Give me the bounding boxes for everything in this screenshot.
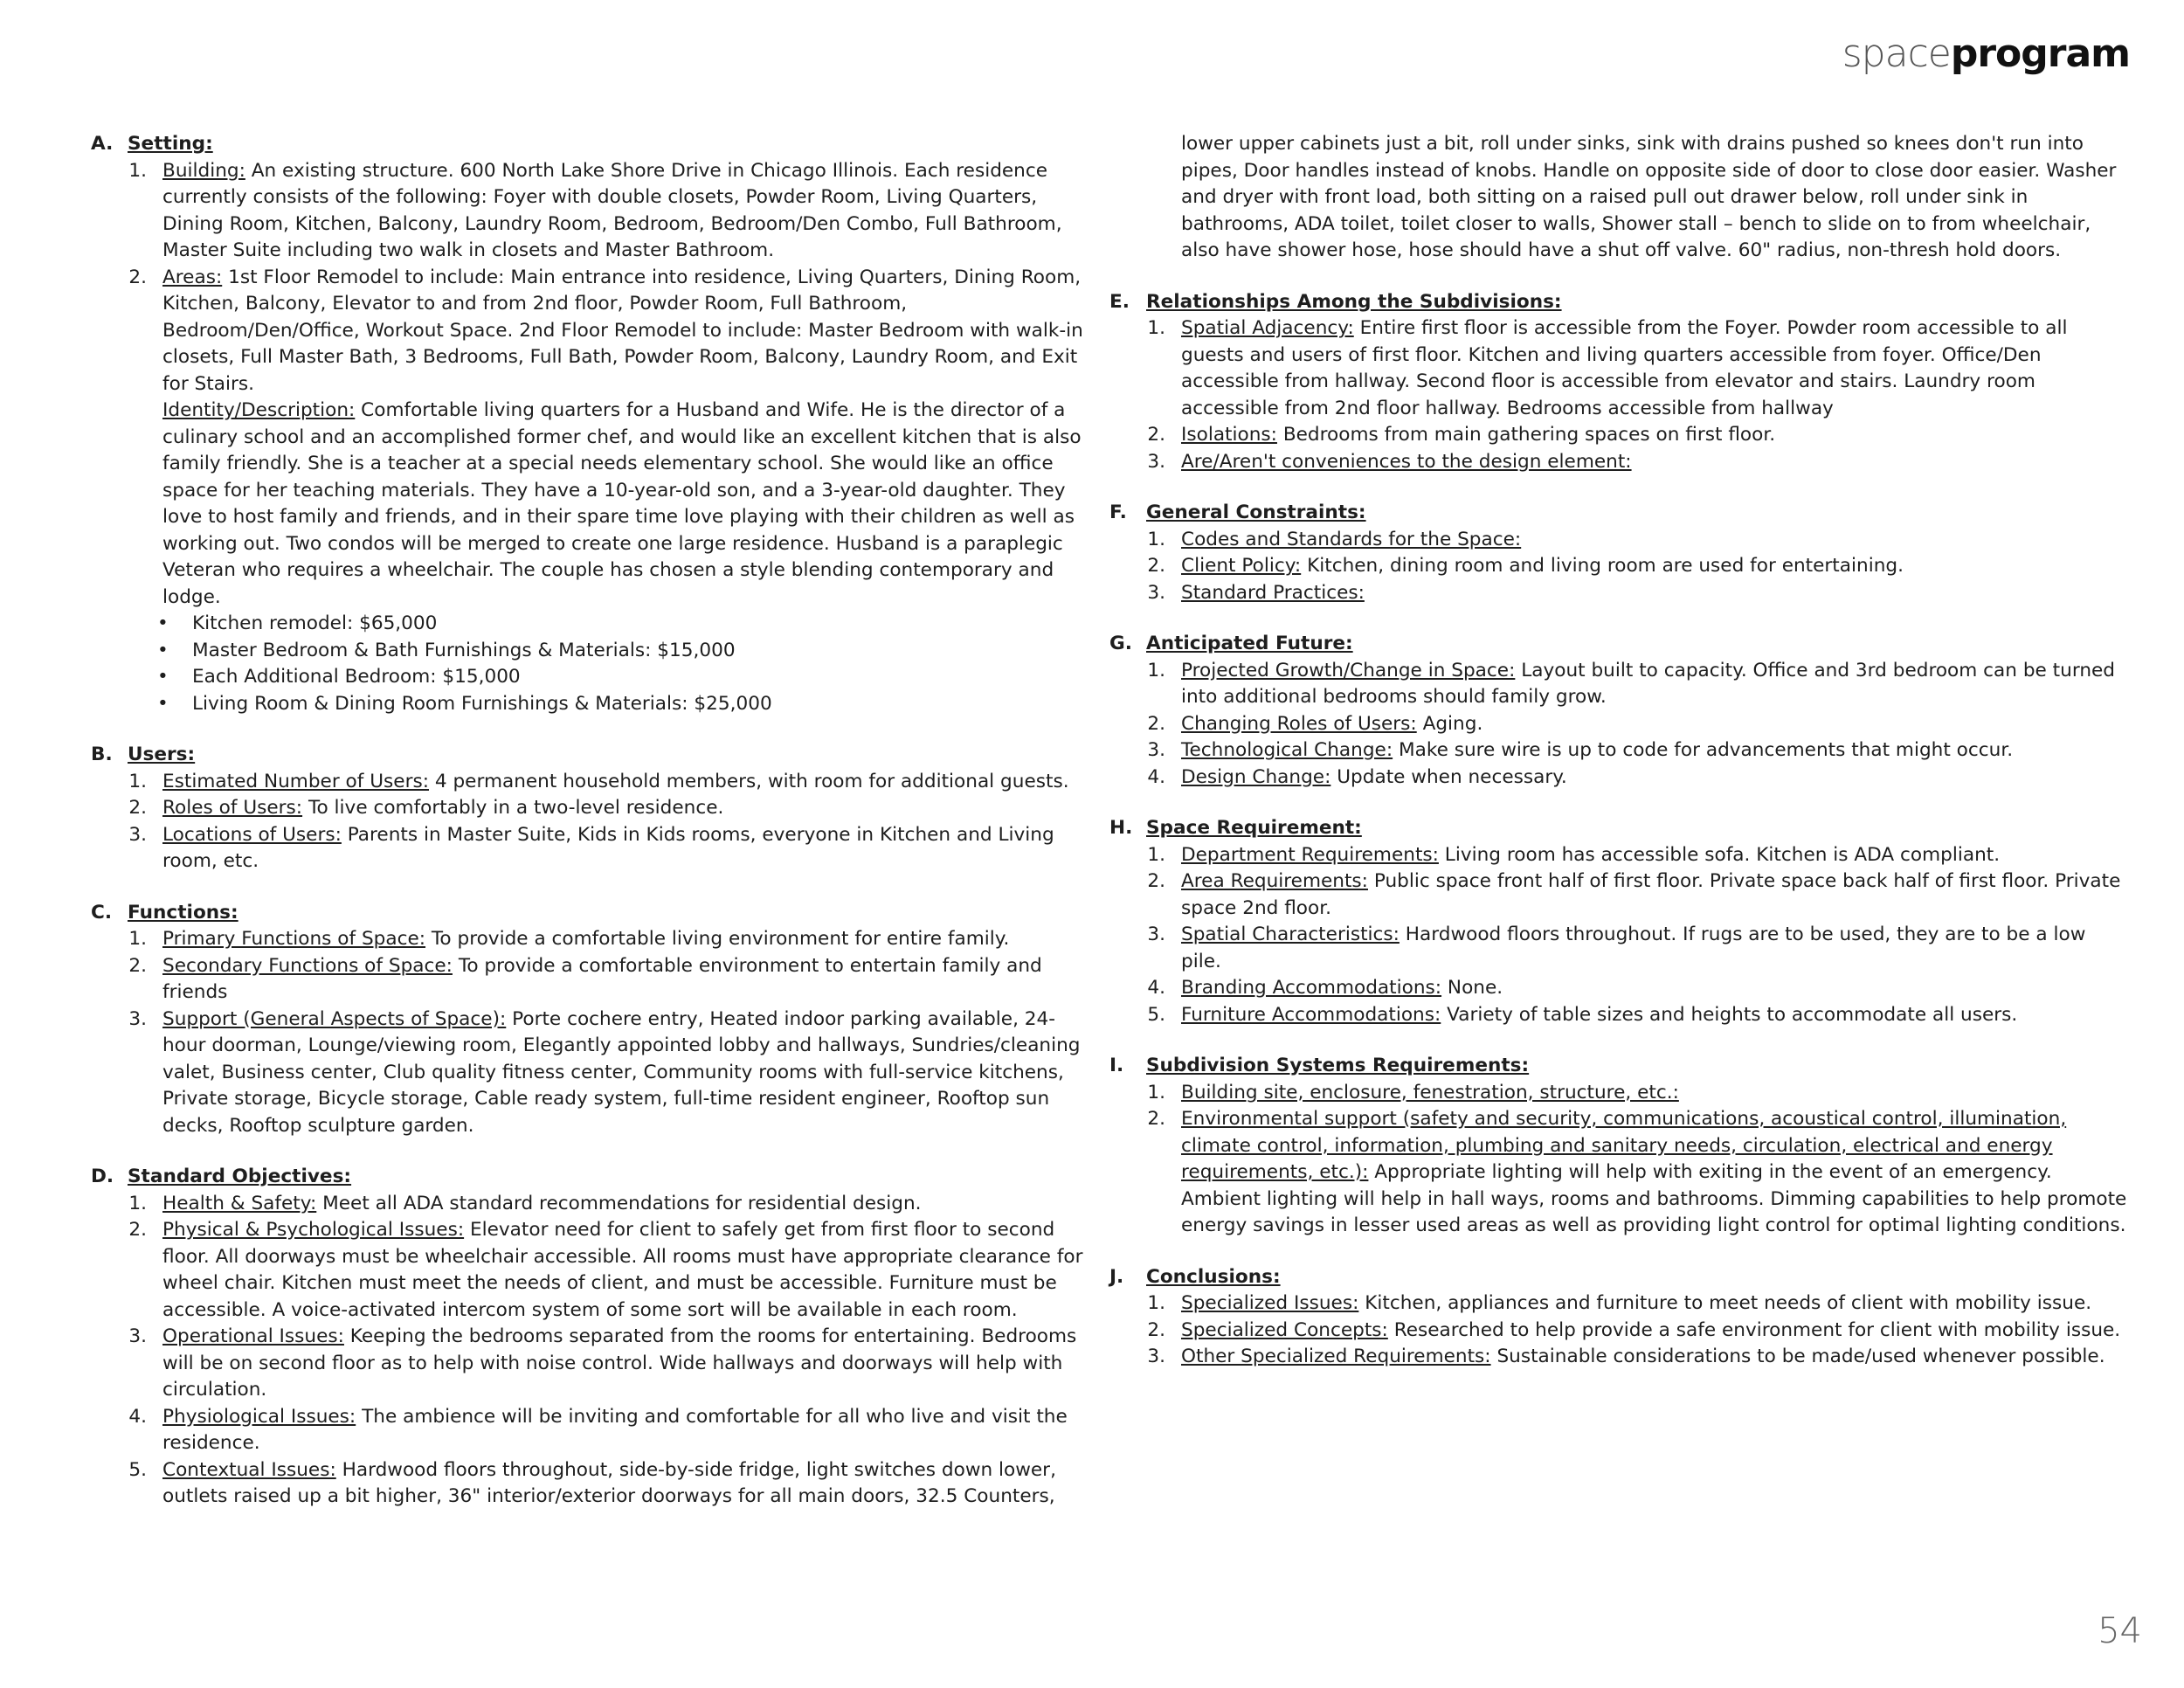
section-standard-objectives	[91, 1164, 1087, 1511]
item-label: Standard Practices:	[1181, 581, 1365, 604]
section-general-constraints	[1109, 500, 2127, 606]
item-number: 2.	[1147, 555, 1165, 577]
item-number: 1.	[1147, 843, 1165, 866]
item-number: 2.	[128, 797, 147, 819]
section-letter: E.	[1109, 290, 1130, 313]
list-item	[91, 795, 1087, 822]
list-item	[1109, 737, 2127, 764]
item-text: Bedrooms from main gathering spaces on first floor.	[1276, 424, 1776, 446]
item-number: 1.	[128, 159, 147, 182]
item-number: 2.	[1147, 870, 1165, 892]
section-space-requirement	[1109, 815, 2127, 1028]
item-label: Specialized Concepts:	[1181, 1318, 1388, 1341]
item-number: 2.	[128, 1219, 147, 1241]
section-letter: D.	[91, 1166, 114, 1187]
continuation-text: lower upper cabinets just a bit, roll under sinks, sink with drains pushed so knees don't run into pipes, Door handles instead of knobs. Handle on opposite side of door to close door easier. Washer and dryer with front load, both sitting on a raised pull out drawer below, roll under sink in bathrooms, ADA toilet, toilet closer to walls, Shower stall – bench to slide on to from wheelchair, also have shower hose, hose should have a shut off valve. 60" radius, non-thresh hold doors.	[1181, 133, 2117, 261]
item-text: Make sure wire is up to code for advancements that might occur.	[1393, 739, 2014, 761]
item-number: 2.	[1147, 712, 1165, 735]
item-text: 1st Floor Remodel to include: Main entrance into residence, Living Quarters, Dining Room, Kitchen, Balcony, Elevator to and from 2nd floor, Powder Room, Full Bathroom, Bedroom/Den/Office, Workout Space. 2nd Floor Remodel to include: Master Bedroom with walk-in closets, Full Master Bath, 3 Bedrooms, Full Bath, Powder Room, Balcony, Laundry Room, and Exit for Stairs.	[162, 266, 1083, 395]
budget-item	[157, 611, 1087, 638]
item-label: Specialized Issues:	[1181, 1292, 1359, 1314]
item-label: Secondary Functions of Space:	[162, 954, 453, 977]
item-number: 1.	[1147, 1081, 1165, 1103]
list-item	[91, 158, 1087, 265]
section-users	[91, 742, 1087, 875]
item-number: 1.	[1147, 1292, 1165, 1314]
list-item	[91, 769, 1087, 796]
item-label: Estimated Number of Users:	[162, 770, 429, 792]
list-item	[1109, 658, 2127, 711]
section-title: Relationships Among the Subdivisions:	[1146, 290, 1562, 313]
list-item	[91, 1007, 1087, 1140]
item-text: To provide a comfortable environment to entertain family and friends	[162, 954, 1042, 1003]
list-item	[1109, 422, 2127, 449]
section-letter: C.	[91, 901, 113, 924]
section-relationships	[1109, 289, 2127, 476]
budget-text: Each Additional Bedroom: $15,000	[192, 666, 521, 688]
left-column	[91, 131, 1087, 1535]
identity-description	[162, 398, 1087, 611]
item-text: Appropriate lighting will help with exiting in the event of an emergency. Ambient lighting will help in hall ways, rooms and bathrooms. Dimming capabilities to help promote energy savings in lesser used areas as well as providing light control for optimal lighting conditions.	[1181, 1161, 2127, 1236]
item-text: Hardwood floors throughout, side-by-side fridge, light switches down lower, outlets raised up a bit higher, 36" interior/exterior doorways for all main doors, 32.5 Counters,	[162, 1458, 1056, 1507]
section-title: Subdivision Systems Requirements:	[1146, 1055, 1530, 1076]
item-text: Kitchen, dining room and living room are used for entertaining.	[1301, 555, 1904, 577]
item-label: Operational Issues:	[162, 1325, 344, 1347]
item-label: Area Requirements:	[1181, 870, 1368, 892]
item-text: An existing structure. 600 North Lake Shore Drive in Chicago Illinois. Each residence currently consists of the following: Foyer with double closets, Powder Room, Living Quarters, Dining Room, Kitchen, Balcony, Laundry Room, Bedroom, Bedroom/Den Combo, Full Bathroom, Master Suite including two walk in closets and Master Bathroom.	[162, 159, 1062, 261]
item-number: 1.	[128, 1192, 147, 1214]
item-label: Spatial Characteristics:	[1181, 924, 1400, 945]
item-number: 3.	[1147, 739, 1165, 761]
item-text: The ambience will be inviting and comfortable for all who live and visit the residence.	[162, 1405, 1068, 1454]
item-text: Entire first floor is accessible from the Foyer. Powder room accessible to all guests and users of first floor. Kitchen and living quarters accessible from foyer. Office/Den accessible from hallway. Second floor is accessible from elevator and stairs. Laundry room accessible from 2nd floor hallway. Bedrooms accessible from hallway	[1181, 317, 2068, 419]
item-label: Isolations:	[1181, 424, 1277, 446]
header-bold-text: program	[1950, 31, 2130, 76]
item-number: 2.	[1147, 1108, 1165, 1130]
item-label: Roles of Users:	[162, 797, 303, 819]
item-text: Hardwood floors throughout. If rugs are to be used, they are to be a low pile.	[1181, 924, 2086, 972]
section-letter: A.	[91, 133, 114, 155]
item-label: Building site, enclosure, fenestration, structure, etc.:	[1181, 1081, 1679, 1103]
item-number: 3.	[1147, 450, 1165, 473]
section-letter: B.	[91, 744, 113, 765]
item-label: Codes and Standards for the Space:	[1181, 528, 1522, 550]
item-number: 5.	[128, 1458, 147, 1481]
item-number: 2.	[1147, 424, 1165, 446]
item-number: 1.	[128, 928, 147, 950]
bullet-icon: •	[157, 612, 169, 634]
item-number: 3.	[128, 1007, 147, 1030]
item-label: Primary Functions of Space:	[162, 928, 426, 950]
list-item	[1109, 1290, 2127, 1318]
item-text: 4 permanent household members, with room for additional guests.	[428, 770, 1069, 792]
list-item	[91, 1324, 1087, 1404]
item-number: 2.	[1147, 1318, 1165, 1341]
item-label: Identity/Description:	[162, 399, 356, 421]
list-item	[91, 926, 1087, 953]
page-number: 54	[2098, 1611, 2142, 1651]
budget-list	[91, 611, 1087, 717]
section-conclusions	[1109, 1264, 2127, 1371]
item-number: 3.	[1147, 924, 1165, 945]
budget-text: Living Room & Dining Room Furnishings & Materials: $25,000	[192, 692, 772, 715]
list-item	[1109, 553, 2127, 580]
section-continuation	[1109, 131, 2127, 265]
item-text: Parents in Master Suite, Kids in Kids rooms, everyone in Kitchen and Living room, etc.	[162, 823, 1054, 872]
list-item	[91, 822, 1087, 875]
item-number: 1.	[128, 770, 147, 792]
list-item	[91, 1217, 1087, 1324]
right-column	[1109, 131, 2127, 1395]
bullet-icon: •	[157, 692, 169, 715]
list-item	[91, 265, 1087, 612]
item-label: Spatial Adjacency:	[1181, 317, 1354, 339]
item-label: Physiological Issues:	[162, 1405, 356, 1428]
item-number: 4.	[1147, 765, 1165, 788]
budget-item	[157, 664, 1087, 691]
item-text: Layout built to capacity. Office and 3rd bedroom can be turned into additional bedrooms should family grow.	[1181, 659, 2116, 708]
item-text: Porte cochere entry, Heated indoor parking available, 24-hour doorman, Lounge/viewing room, Elegantly appointed lobby and hallways, Sundries/cleaning valet, Business center, Club quality fitness center, Community rooms with full-service kitchens, Private storage, Bicycle storage, Cable ready system, full-time resident engineer, Rooftop sun decks, Rooftop sculpture garden.	[162, 1007, 1081, 1137]
item-text: Public space front half of first floor. Private space back half of first floor. Private space 2nd floor.	[1181, 870, 2121, 919]
section-title: Anticipated Future:	[1146, 633, 1353, 654]
item-text: Sustainable considerations to be made/used whenever possible.	[1490, 1346, 2105, 1367]
item-number: 5.	[1147, 1003, 1165, 1026]
section-title: Standard Objectives:	[128, 1166, 352, 1187]
item-text: Kitchen, appliances and furniture to meet needs of client with mobility issue.	[1358, 1292, 2092, 1314]
budget-text: Master Bedroom & Bath Furnishings & Materials: $15,000	[192, 639, 736, 661]
list-item	[91, 1191, 1087, 1218]
item-text: None.	[1441, 977, 1503, 999]
section-setting	[91, 131, 1087, 717]
item-label: Health & Safety:	[162, 1192, 317, 1214]
section-anticipated-future	[1109, 631, 2127, 791]
item-label: Other Specialized Requirements:	[1181, 1346, 1491, 1367]
item-number: 4.	[128, 1405, 147, 1428]
section-letter: I.	[1109, 1055, 1124, 1076]
list-item	[1109, 1344, 2127, 1371]
item-label: Department Requirements:	[1181, 843, 1439, 866]
item-label: Environmental support (safety and security, communications, acoustical control, illumination, climate control, information, plumbing and sanitary needs, circulation, electrical and energy requirements, etc.):	[1181, 1108, 2067, 1183]
section-title: General Constraints:	[1146, 502, 1366, 523]
item-number: 2.	[128, 954, 147, 977]
list-item	[1109, 975, 2127, 1002]
item-text: To provide a comfortable living environment for entire family.	[425, 928, 1010, 950]
item-number: 3.	[128, 1325, 147, 1347]
list-item	[1109, 449, 2127, 476]
list-item	[1109, 527, 2127, 554]
list-item	[1109, 711, 2127, 738]
item-text: Aging.	[1416, 712, 1483, 735]
budget-item	[157, 691, 1087, 718]
budget-item	[157, 638, 1087, 665]
section-letter: F.	[1109, 502, 1127, 523]
section-title: Setting:	[128, 133, 213, 155]
list-item	[1109, 842, 2127, 869]
list-item	[1109, 868, 2127, 922]
section-subdivision-systems	[1109, 1053, 2127, 1240]
section-title: Space Requirement:	[1146, 817, 1362, 839]
section-title: Functions:	[128, 901, 238, 924]
section-letter: G.	[1109, 633, 1132, 654]
list-item	[1109, 1002, 2127, 1029]
item-label: Technological Change:	[1181, 739, 1393, 761]
section-functions	[91, 900, 1087, 1140]
item-label: Branding Accommodations:	[1181, 977, 1442, 999]
item-text: Elevator need for client to safely get from first floor to second floor. All doorways must be wheelchair accessible. All rooms must have appropriate clearance for wheel chair. Kitchen must meet the needs of client, and must be accessible. Furniture must be accessible. A voice-activated intercom system of some sort will be available in each room.	[162, 1219, 1083, 1321]
item-number: 1.	[1147, 317, 1165, 339]
list-item	[1109, 764, 2127, 792]
section-title: Conclusions:	[1146, 1265, 1281, 1288]
indent-spacer	[1109, 131, 1181, 265]
list-item	[1109, 1080, 2127, 1107]
section-letter: H.	[1109, 817, 1133, 839]
item-number: 4.	[1147, 977, 1165, 999]
list-item	[1109, 315, 2127, 422]
item-label: Design Change:	[1181, 765, 1331, 788]
item-number: 3.	[1147, 1346, 1165, 1367]
item-number: 2.	[128, 266, 147, 288]
list-item	[91, 953, 1087, 1007]
item-label: Building:	[162, 159, 245, 182]
list-item	[1109, 1318, 2127, 1345]
item-label: Contextual Issues:	[162, 1458, 336, 1481]
item-label: Locations of Users:	[162, 823, 342, 846]
list-item	[1109, 1106, 2127, 1240]
bullet-icon: •	[157, 639, 169, 661]
item-text: Meet all ADA standard recommendations for residential design.	[316, 1192, 922, 1214]
list-item	[91, 1457, 1087, 1511]
item-text: Update when necessary.	[1330, 765, 1567, 788]
list-item	[1109, 922, 2127, 975]
item-text: To live comfortably in a two-level residence.	[302, 797, 724, 819]
item-label: Client Policy:	[1181, 555, 1302, 577]
list-item	[91, 1404, 1087, 1457]
item-text: Variety of table sizes and heights to accommodate all users.	[1441, 1003, 2018, 1026]
budget-text: Kitchen remodel: $65,000	[192, 612, 438, 634]
item-number: 1.	[1147, 659, 1165, 681]
item-label: Changing Roles of Users:	[1181, 712, 1417, 735]
item-label: Areas:	[162, 266, 223, 288]
bullet-icon: •	[157, 666, 169, 688]
item-label: Support (General Aspects of Space):	[162, 1007, 507, 1030]
page-header	[1842, 31, 2130, 76]
header-light-text: space	[1842, 31, 1951, 76]
item-text: Comfortable living quarters for a Husband and Wife. He is the director of a culinary school and an accomplished former chef, and would like an excellent kitchen that is also family friendly. She is a teacher at a special needs elementary school. She would like an office space for her teaching materials. They have a 10-year-old son, and a 3-year-old daughter. They love to host family and friends, and in their spare time love playing with their children as well as working out. Two condos will be merged to create one large residence. Husband is a paraplegic Veteran who requires a wheelchair. The couple has chosen a style blending contemporary and lodge.	[162, 399, 1082, 608]
section-letter: J.	[1109, 1265, 1124, 1288]
list-item	[1109, 580, 2127, 607]
section-title: Users:	[128, 744, 196, 765]
item-number: 3.	[128, 823, 147, 846]
item-label: Furniture Accommodations:	[1181, 1003, 1441, 1026]
item-text: Living room has accessible sofa. Kitchen is ADA compliant.	[1438, 843, 2001, 866]
item-text: Keeping the bedrooms separated from the rooms for entertaining. Bedrooms will be on second floor as to help with noise control. Wide hallways and doorways will help with circulation.	[162, 1325, 1077, 1401]
item-number: 1.	[1147, 528, 1165, 550]
item-text: Researched to help provide a safe environment for client with mobility issue.	[1387, 1318, 2121, 1341]
item-label: Are/Aren't conveniences to the design element:	[1181, 450, 1632, 473]
item-label: Projected Growth/Change in Space:	[1181, 659, 1516, 681]
item-number: 3.	[1147, 581, 1165, 604]
item-label: Physical & Psychological Issues:	[162, 1219, 465, 1241]
